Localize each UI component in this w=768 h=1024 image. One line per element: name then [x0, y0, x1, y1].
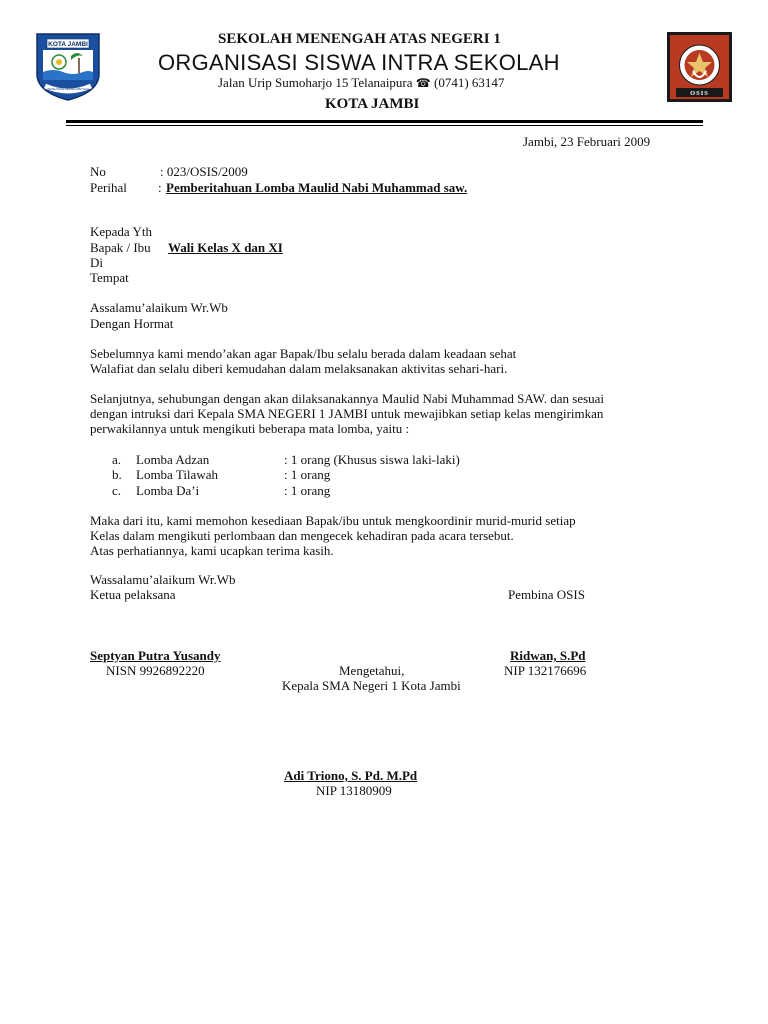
subject-label: Perihal — [90, 180, 127, 195]
left-signer-name: Septyan Putra Yusandy — [90, 648, 221, 663]
list-item-value: : 1 orang — [284, 467, 331, 482]
list-item-name: Lomba Da’i — [136, 483, 200, 498]
left-signer-role: Ketua pelaksana — [90, 587, 176, 602]
address-text: Jalan Urip Sumoharjo 15 Telanaipura — [218, 75, 413, 90]
number-value: : 023/OSIS/2009 — [160, 164, 248, 179]
list-marker: b. — [112, 467, 122, 482]
principal-id: NIP 13180909 — [316, 783, 392, 798]
paragraph-3-line-3: Atas perhatiannya, kami ucapkan terima kasih. — [90, 543, 334, 558]
list-marker: c. — [112, 483, 122, 498]
logo-left-motto: TANAH PILIH PESAKO BETUAH — [47, 87, 89, 91]
list-item-name: Lomba Tilawah — [136, 467, 218, 482]
left-signer-id: NISN 9926892220 — [106, 663, 205, 678]
principal-role: Kepala SMA Negeri 1 Kota Jambi — [282, 678, 461, 693]
organization-name: ORGANISASI SISWA INTRA SEKOLAH — [158, 50, 560, 75]
closing-greeting: Wassalamu’alaikum Wr.Wb — [90, 572, 236, 587]
paragraph-3-line-2: Kelas dalam mengikuti perlombaan dan mengecek kehadiran pada acara tersebut. — [90, 528, 514, 543]
paragraph-1-line-1: Sebelumnya kami mendo’akan agar Bapak/Ibu selalu berada dalam keadaan sehat — [90, 346, 517, 361]
logo-right-banner: OSIS — [690, 90, 709, 97]
subject-colon: : — [158, 180, 162, 195]
phone-number: (0741) 63147 — [433, 75, 505, 90]
right-signer-id: NIP 132176696 — [504, 663, 587, 678]
telephone-icon: ☎ — [415, 76, 431, 90]
recipient-label: Bapak / Ibu — [90, 240, 151, 255]
city-name: KOTA JAMBI — [325, 96, 420, 112]
school-name: SEKOLAH MENENGAH ATAS NEGERI 1 — [218, 31, 501, 47]
osis-logo — [666, 31, 733, 103]
logo-left-banner: KOTA JAMBI — [48, 41, 88, 48]
paragraph-1-line-2: Walafiat dan selalu diberi kemudahan dalam melaksanakan aktivitas sehari-hari. — [90, 361, 508, 376]
acknowledgement-label: Mengetahui, — [339, 663, 405, 678]
paragraph-3-line-1: Maka dari itu, kami memohon kesediaan Bapak/ibu untuk mengkoordinir murid-murid setiap — [90, 513, 576, 528]
list-item-value: : 1 orang — [284, 483, 331, 498]
list-item-value: : 1 orang (Khusus siswa laki-laki) — [284, 452, 460, 467]
paragraph-2-line-2: dengan intruksi dari Kepala SMA NEGERI 1 JAMBI untuk mewajibkan setiap kelas mengirimkan — [90, 406, 604, 421]
subject-value: Pemberitahuan Lomba Maulid Nabi Muhammad saw. — [166, 180, 468, 195]
greeting-hormat: Dengan Hormat — [90, 316, 174, 331]
header-divider-thin — [66, 125, 703, 126]
recipient-kepada: Kepada Yth — [90, 224, 152, 239]
right-signer-role: Pembina OSIS — [508, 587, 585, 602]
paragraph-2-line-1: Selanjutnya, sehubungan dengan akan dilaksanakannya Maulid Nabi Muhammad SAW. dan sesuai — [90, 391, 605, 406]
header-divider-thick — [66, 120, 703, 123]
recipient-value: Wali Kelas X dan XI — [168, 240, 283, 255]
list-item-name: Lomba Adzan — [136, 452, 210, 467]
right-signer-name: Ridwan, S.Pd — [510, 648, 586, 663]
paragraph-2-line-3: perwakilannya untuk mengikuti beberapa mata lomba, yaitu : — [90, 421, 410, 436]
greeting: Assalamu’alaikum Wr.Wb — [90, 300, 228, 315]
number-label: No — [90, 164, 106, 179]
letter-date: Jambi, 23 Februari 2009 — [523, 134, 651, 149]
school-address — [218, 75, 504, 91]
principal-name: Adi Triono, S. Pd. M.Pd — [284, 768, 418, 783]
recipient-place: Tempat — [90, 270, 129, 285]
list-marker: a. — [112, 452, 122, 467]
recipient-di: Di — [90, 255, 103, 270]
kota-jambi-logo — [33, 30, 103, 102]
